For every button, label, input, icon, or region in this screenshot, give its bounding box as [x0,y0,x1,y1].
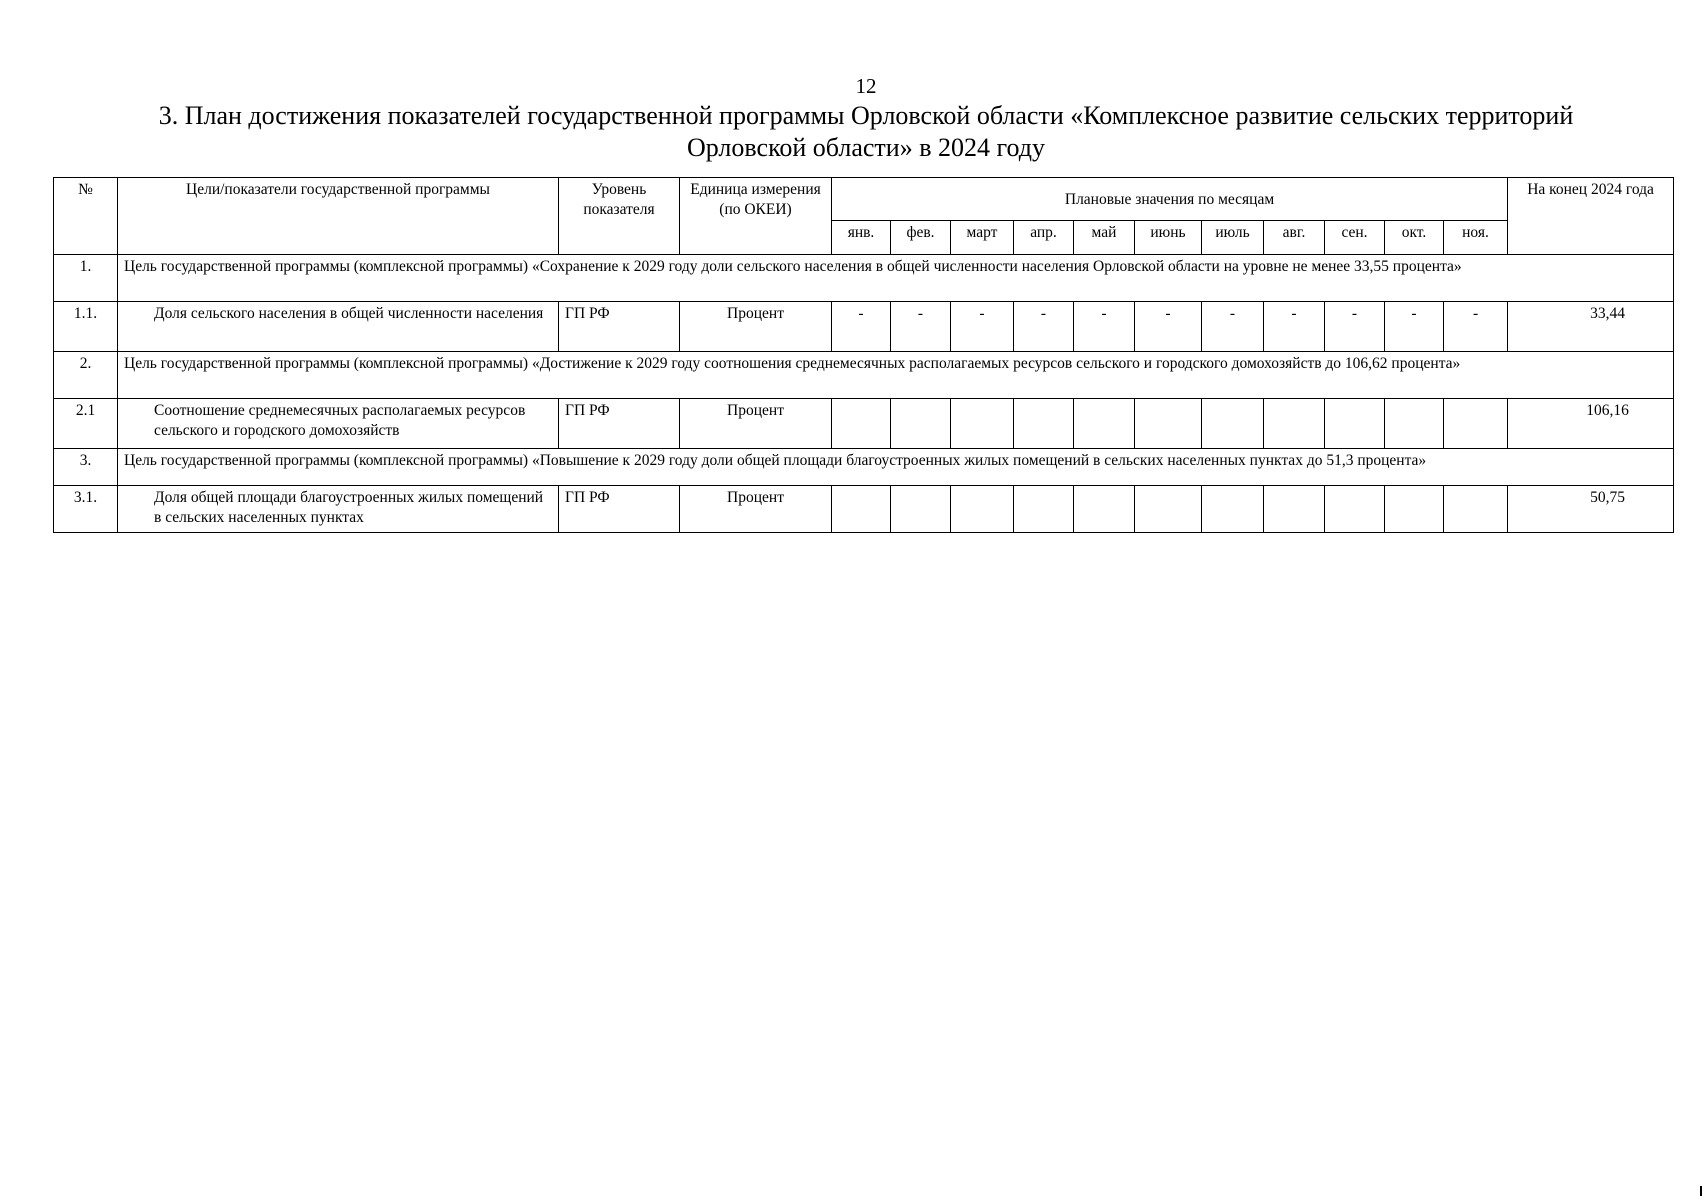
header-planned-values: Плановые значения по месяцам [832,178,1508,221]
indicator-name: Соотношение среднемесячных располагаемых ресурсов сельского и городского домохозяйств [118,399,559,449]
month-value: - [891,302,951,352]
year-end-value: 106,16 [1508,399,1674,449]
header-month: апр. [1014,221,1074,255]
row-num: 1. [54,255,118,302]
row-num: 3.1. [54,486,118,533]
indicator-level: ГП РФ [559,302,680,352]
goal-text: Цель государственной программы (комплексной программы) «Достижение к 2029 году соотношения среднемесячных располагаемых ресурсов сельского и городского домохозяйств до 106,62 процента» [118,352,1674,399]
month-value: - [951,302,1014,352]
indicator-unit: Процент [680,302,832,352]
table-row-indicator [54,486,1674,533]
header-month: фев. [891,221,951,255]
month-value: - [1074,302,1135,352]
indicator-unit: Процент [680,399,832,449]
header-year-end: На конец 2024 года [1508,178,1674,255]
month-value [1014,399,1074,449]
header-level: Уровень показателя [559,178,680,255]
table-row-indicator [54,302,1674,352]
month-value [1014,486,1074,533]
header-month: май [1074,221,1135,255]
row-num: 2. [54,352,118,399]
indicator-level: ГП РФ [559,399,680,449]
scan-mark [1700,1186,1702,1196]
month-value: - [832,302,891,352]
month-value [1325,399,1385,449]
header-month: окт. [1385,221,1444,255]
month-value [951,486,1014,533]
table-row-indicator [54,399,1674,449]
month-value [1135,399,1202,449]
month-value [1444,399,1508,449]
indicator-name: Доля общей площади благоустроенных жилых помещений в сельских населенных пунктах [118,486,559,533]
month-value [1385,399,1444,449]
header-month: янв. [832,221,891,255]
indicator-level: ГП РФ [559,486,680,533]
page-title [80,100,1652,164]
month-value [1074,486,1135,533]
header-month: июль [1202,221,1264,255]
month-value [891,399,951,449]
goal-text: Цель государственной программы (комплексной программы) «Сохранение к 2029 году доли сельского населения в общей численности населения Орловской области на уровне не менее 33,55 процента» [118,255,1674,302]
table-row-goal [54,352,1674,399]
month-value [1264,399,1325,449]
row-num: 2.1 [54,399,118,449]
header-num: № [54,178,118,255]
month-value [891,486,951,533]
goal-text: Цель государственной программы (комплексной программы) «Повышение к 2029 году доли общей площади благоустроенных жилых помещений в сельских населенных пунктах до 51,3 процента» [118,449,1674,486]
month-value: - [1385,302,1444,352]
header-unit: Единица измерения (по ОКЕИ) [680,178,832,255]
header-goals: Цели/показатели государственной программы [118,178,559,255]
month-value [1325,486,1385,533]
month-value [1135,486,1202,533]
month-value [1202,399,1264,449]
month-value [1444,486,1508,533]
month-value: - [1444,302,1508,352]
page-number: 12 [855,74,877,98]
year-end-value: 33,44 [1508,302,1674,352]
month-value: - [1325,302,1385,352]
table-row-goal [54,255,1674,302]
header-month: июнь [1135,221,1202,255]
month-value [832,399,891,449]
header-month: ноя. [1444,221,1508,255]
month-value [1264,486,1325,533]
header-row [54,178,1674,221]
row-num: 3. [54,449,118,486]
month-value [1202,486,1264,533]
month-value [832,486,891,533]
header-month: сен. [1325,221,1385,255]
row-num: 1.1. [54,302,118,352]
indicator-name: Доля сельского населения в общей численности населения [118,302,559,352]
table-row-goal [54,449,1674,486]
month-value: - [1014,302,1074,352]
plan-table [53,177,1674,533]
header-month: март [951,221,1014,255]
month-value [1074,399,1135,449]
header-month: авг. [1264,221,1325,255]
page-title-line-2: Орловской области» в 2024 году [687,133,1045,162]
page-title-line-1: 3. План достижения показателей государственной программы Орловской области «Комплексное развитие сельских территорий [158,101,1574,130]
month-value: - [1135,302,1202,352]
month-value [951,399,1014,449]
year-end-value: 50,75 [1508,486,1674,533]
month-value [1385,486,1444,533]
month-value: - [1264,302,1325,352]
month-value: - [1202,302,1264,352]
indicator-unit: Процент [680,486,832,533]
